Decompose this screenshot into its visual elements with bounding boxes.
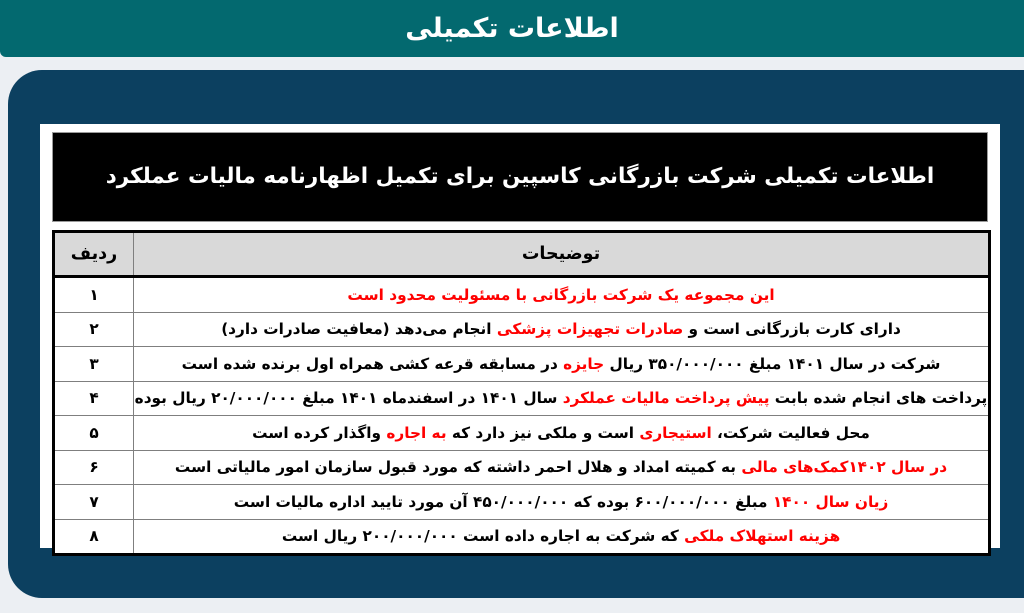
table-row (54, 450, 990, 485)
description-segment: این مجموعه یک شرکت بازرگانی با مسئولیت محدود است (347, 285, 775, 304)
description-segment: است و ملکی نیز دارد که (446, 423, 640, 442)
description-segment: شرکت در سال ۱۴۰۱ مبلغ ۳۵۰/۰۰۰/۰۰۰ ریال (604, 354, 941, 373)
document-banner-title: اطلاعات تکمیلی شرکت بازرگانی کاسپین برای تکمیل اظهارنامه مالیات عملکرد (105, 164, 935, 190)
description-segment: زیان سال ۱۴۰۰ (772, 492, 889, 511)
cell-row-number: ۵ (54, 416, 134, 451)
description-segment: که شرکت به اجاره داده است ۲۰۰/۰۰۰/۰۰۰ ریال است (281, 527, 685, 546)
cell-description (134, 450, 990, 485)
table-row (54, 312, 990, 347)
description-segment: محل فعالیت شرکت، (711, 423, 870, 442)
cell-description (134, 416, 990, 451)
document-banner (52, 132, 988, 222)
cell-row-number: ۶ (54, 450, 134, 485)
page-header-band (0, 0, 1024, 57)
description-segment: در مسابقه قرعه کشی همراه اول برنده شده است (181, 354, 564, 373)
description-segment: واگذار کرده است (252, 423, 387, 442)
cell-description (134, 381, 990, 416)
cell-row-number: ۲ (54, 312, 134, 347)
table-row (54, 416, 990, 451)
cell-description (134, 347, 990, 382)
table-header-row (54, 232, 990, 277)
table-row (54, 347, 990, 382)
cell-description (134, 312, 990, 347)
description-segment: به کمیته امداد و هلال احمر داشته که مورد قبول سازمان امور مالیاتی است (174, 458, 742, 477)
page-title: اطلاعات تکمیلی (405, 13, 619, 44)
table-row (54, 519, 990, 555)
table-row (54, 485, 990, 520)
supplementary-info-table (52, 230, 991, 556)
table-row (54, 277, 990, 313)
column-header-description: توضیحات (134, 232, 990, 277)
cell-description (134, 519, 990, 555)
description-segment: صادرات تجهیزات پزشکی (496, 320, 684, 339)
description-segment: هزینه استهلاک ملکی (684, 527, 841, 546)
description-segment: پیش پرداخت مالیات عملکرد (562, 389, 770, 408)
cell-row-number: ۱ (54, 277, 134, 313)
cell-description (134, 485, 990, 520)
table-header (54, 232, 990, 277)
description-segment: پرداخت های انجام شده بابت (769, 389, 988, 408)
description-segment: در سال ۱۴۰۲کمک‌های مالی (741, 458, 948, 477)
description-segment: مبلغ ۶۰۰/۰۰۰/۰۰۰ بوده که ۴۵۰/۰۰۰/۰۰۰ آن مورد تایید اداره مالیات است (233, 492, 773, 511)
description-segment: سال ۱۴۰۱ در اسفندماه ۱۴۰۱ مبلغ ۲۰/۰۰۰/۰۰۰ ریال بوده (134, 389, 563, 408)
description-segment: انجام می‌دهد (معافیت صادرات دارد) (221, 320, 497, 339)
cell-row-number: ۸ (54, 519, 134, 555)
cell-row-number: ۳ (54, 347, 134, 382)
cell-description (134, 277, 990, 313)
description-segment: به اجاره (386, 423, 447, 442)
table-body (54, 277, 990, 555)
description-segment: استیجاری (639, 423, 712, 442)
table-row (54, 381, 990, 416)
description-segment: جایزه (563, 354, 605, 373)
column-header-row-number: ردیف (54, 232, 134, 277)
cell-row-number: ۷ (54, 485, 134, 520)
cell-row-number: ۴ (54, 381, 134, 416)
description-segment: دارای کارت بازرگانی است و (683, 320, 901, 339)
